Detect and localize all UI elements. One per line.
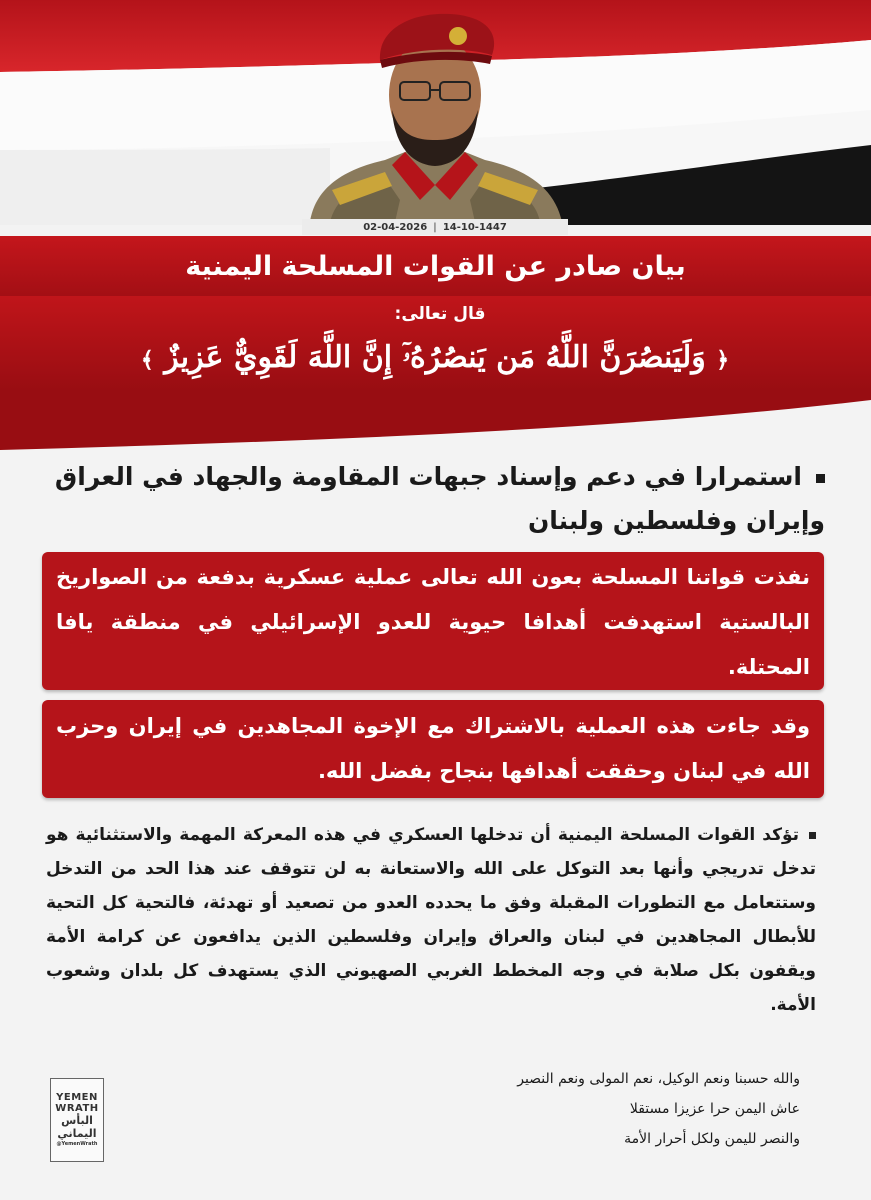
headline <box>50 455 825 543</box>
closing-line: والنصر لليمن ولكل أحرار الأمة <box>624 1131 800 1147</box>
paragraph-2: وقد جاءت هذه العملية بالاشتراك مع الإخوة المجاهدين في إيران وحزب الله في لبنان وحققت أهدافها بنجاح بفضل الله. <box>56 714 810 783</box>
spokesman-portrait <box>300 0 570 222</box>
ornament-open: ﴿ <box>716 347 730 373</box>
logo-ar-line2: اليماني <box>57 1126 97 1140</box>
page-title: بيان صادر عن القوات المسلحة اليمنية <box>185 250 686 282</box>
ornament-close: ﴾ <box>140 347 154 373</box>
logo-handle: @YemenWrath <box>56 1140 98 1147</box>
logo-en-line2: WRATH <box>55 1102 99 1114</box>
body-paragraph <box>46 818 816 1022</box>
body-text: تؤكد القوات المسلحة اليمنية أن تدخلها العسكري في هذه المعركة المهمة والاستثنائية هو تدخل تدريجي وأنها بعد التوكل على الله والاستعانة به لن تتوقف عند هذا الحد من التدخل وستتعامل مع التطورات المقبلة وفق ما يحدده العدو من تصعيد أو تهدئة، فالتحية كل التحية للأبطال المجاهدين في لبنان والعراق وإيران وفلسطين الذين يدافعون عن كرامة الأمة ويقفون بكل صلابة في وجه المخطط الغربي الصهيوني الذي يستهدف كل بلدان وشعوب الأمة. <box>46 825 816 1015</box>
quran-verse: وَلَيَنصُرَنَّ اللَّهُ مَن يَنصُرُهُۥٓ إِنَّ اللَّهَ لَقَوِيٌّ عَزِيزٌ <box>164 340 706 375</box>
date-gregorian: 02-04-2026 <box>363 221 428 233</box>
date-hijri: 14-10-1447 <box>442 221 507 233</box>
bullet-icon <box>816 474 825 483</box>
logo-en-line1: YEMEN <box>56 1091 98 1103</box>
date-strip <box>302 219 568 235</box>
logo-ar-line1: البأس <box>61 1113 93 1127</box>
date-separator: | <box>433 221 437 233</box>
closing-line: عاش اليمن حرا عزيزا مستقلا <box>629 1101 800 1117</box>
quran-verse-line <box>120 340 750 375</box>
yemen-wrath-logo <box>50 1078 104 1162</box>
paragraph-1: نفذت قواتنا المسلحة بعون الله تعالى عملية عسكرية بدفعة من الصواريخ البالستية استهدفت أهدافا حيوية للعدو الإسرائيلي في منطقة يافا المحتلة. <box>56 565 810 679</box>
bullet-icon <box>809 832 816 839</box>
closing-line: والله حسبنا ونعم الوكيل، نعم المولى ونعم النصير <box>517 1071 800 1087</box>
headline-text: استمرارا في دعم وإسناد جبهات المقاومة والجهاد في العراق وإيران وفلسطين ولبنان <box>54 462 825 535</box>
red-wedge <box>0 392 871 452</box>
quran-intro: قال تعالى: <box>394 304 486 324</box>
closing-lines <box>460 1064 800 1154</box>
